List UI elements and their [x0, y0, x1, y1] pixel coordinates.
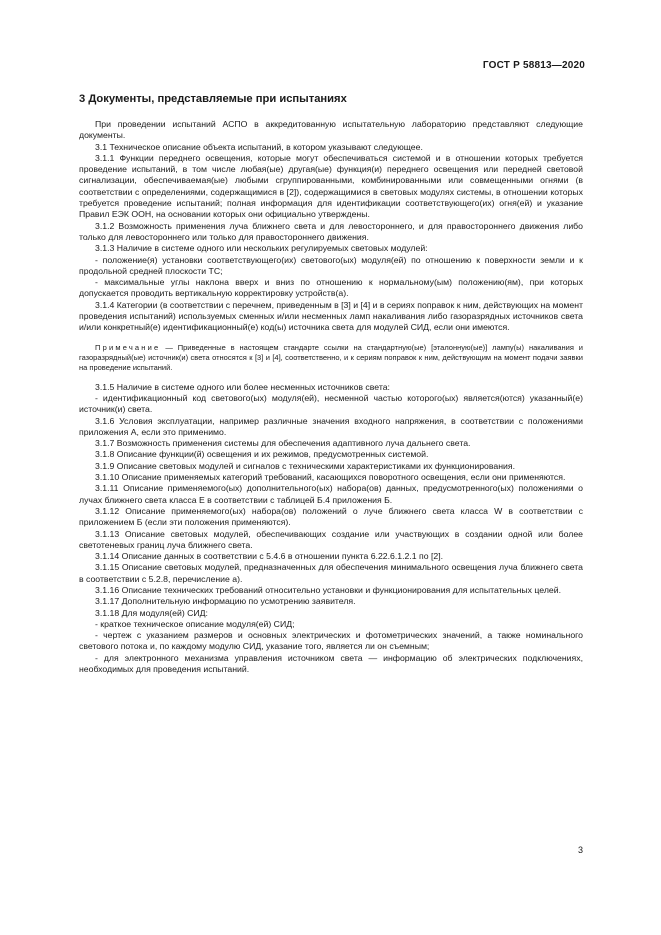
paragraph-3-1-7: 3.1.7 Возможность применения системы для обеспечения адаптивного луча дальнего света. — [95, 438, 471, 449]
list-item: - краткое техническое описание модуля(ей) СИД; — [95, 618, 295, 629]
paragraph-intro: При проведении испытаний АСПО в аккредитованную испытательную лабораторию представляют следующие документы. — [79, 119, 583, 141]
list-item: - для электронного механизма управления источником света — информацию об электрических подключениях, необходимых для проведения испытаний. — [79, 652, 583, 675]
paragraph-3-1-16: 3.1.16 Описание технических требований относительно установки и функционирования для испытательных целей. — [95, 584, 561, 595]
paragraph-3-1-18: 3.1.18 Для модуля(ей) СИД: — [95, 607, 208, 618]
paragraph-3-1-6: 3.1.6 Условия эксплуатации, например различные значения входного напряжения, в соответствии с положениями приложения А, если это применимо. — [79, 415, 583, 437]
paragraph-3-1: 3.1 Техническое описание объекта испытаний, в котором указывают следующее. — [95, 141, 423, 152]
standard-header: ГОСТ Р 58813—2020 — [482, 60, 585, 71]
paragraph-3-1-2: 3.1.2 Возможность применения луча ближнего света и для левостороннего, и для правостороннего движения либо только для левостороннего или только для правостороннего движения. — [79, 220, 583, 242]
note-block — [79, 343, 583, 373]
paragraph-3-1-8: 3.1.8 Описание функции(й) освещения и их режимов, предусмотренных системой. — [95, 449, 429, 460]
paragraph-3-1-15: 3.1.15 Описание световых модулей, предназначенных для обеспечения минимального освещения луча ближнего света в соответствии с 5.2.8, перечисление а). — [79, 562, 583, 584]
paragraph-3-1-4: 3.1.4 Категории (в соответствии с перечнем, приведенным в [3] и [4] и в сериях поправок к ним, действующих на момент проведения испытаний) используемых сменных и/или несменных ламп накаливания либо газоразрядных источников света и/или конкретный(е) идентификационный(е) код(ы) источника света для модулей СИД, если они имеются. — [79, 299, 583, 333]
paragraph-3-1-14: 3.1.14 Описание данных в соответствии с 5.4.6 в отношении пункта 6.22.6.1.2.1 по [2]. — [95, 551, 444, 562]
document-body — [79, 93, 583, 675]
list-item: - положение(я) установки соответствующего(их) светового(ых) модуля(ей) по отношению к поверхности земли и к продольной средней плоскости ТС; — [79, 254, 583, 276]
paragraph-3-1-9: 3.1.9 Описание световых модулей и сигналов с техническими характеристиками их функционирования. — [95, 460, 515, 471]
paragraph-3-1-5: 3.1.5 Наличие в системе одного или более несменных источников света: — [95, 381, 390, 392]
section-title: 3 Документы, представляемые при испытаниях — [79, 93, 347, 105]
note-text: — Приведенные в настоящем стандарте ссылки на стандартную(ые) [эталонную(ые)] лампу(ы) накаливания и газоразрядный(ые) источник(и) света относятся к [3] и [4], соответственно, и к сериям поправок к ним, действующим на момент подачи заявки на проведение испытаний. — [79, 342, 583, 372]
paragraph-3-1-3: 3.1.3 Наличие в системе одного или нескольких регулируемых световых модулей: — [95, 243, 428, 254]
paragraph-3-1-17: 3.1.17 Дополнительную информацию по усмотрению заявителя. — [95, 596, 356, 607]
list-item: - чертеж с указанием размеров и основных электрических и фотометрических значений, а также номинального светового потока и, по каждому модулю СИД, указание того, является ли он съемным; — [79, 630, 583, 652]
paragraph-3-1-1: 3.1.1 Функции переднего освещения, которые могут обеспечиваться системой и в отношении которых требуется проведение испытаний, в том числе любая(ые) другая(ые) функция(и) переднего освещения или передней световой сигнализации, обеспечиваемая(ые) любыми сгруппированными, комбинированными или совмещенными огнями (в соответствии с определениями, содержащимися в [2]), содержащимися в световых модулях системы, в отношении которых требуется проведение испытаний; полная информация для идентификации соответствующего(их) огня(ей) и указание Правил ЕЭК ООН, на основании которых они официально утверждены. — [79, 152, 583, 220]
paragraph-3-1-13: 3.1.13 Описание световых модулей, обеспечивающих создание или участвующих в создании одной или более светотеневых границ луча ближнего света. — [79, 528, 583, 550]
list-item: - идентификационный код светового(ых) модуля(ей), несменной частью которого(ых) является(ются) указанный(е) источник(и) света. — [79, 392, 583, 415]
paragraph-3-1-12: 3.1.12 Описание применяемого(ых) набора(ов) положений о луче ближнего света класса W в соответствии с приложением Б (если эти положения применяются). — [79, 505, 583, 528]
paragraph-3-1-11: 3.1.11 Описание применяемого(ых) дополнительного(ых) набора(ов) данных, предусмотренного(ых) положениями о лучах ближнего света класса Е в соответствии с таблицей Б.4 приложения Б. — [79, 483, 583, 505]
note-label: Примечание — [95, 342, 161, 352]
list-item: - максимальные углы наклона вверх и вниз по отношению к нормальному(ым) положению(ям), при которых допускается проводить вертикальную корректировку устройств(а). — [79, 277, 583, 299]
page-number: 3 — [577, 845, 583, 855]
paragraph-3-1-10: 3.1.10 Описание применяемых категорий требований, касающихся поворотного освещения, если они применяются. — [95, 472, 566, 483]
